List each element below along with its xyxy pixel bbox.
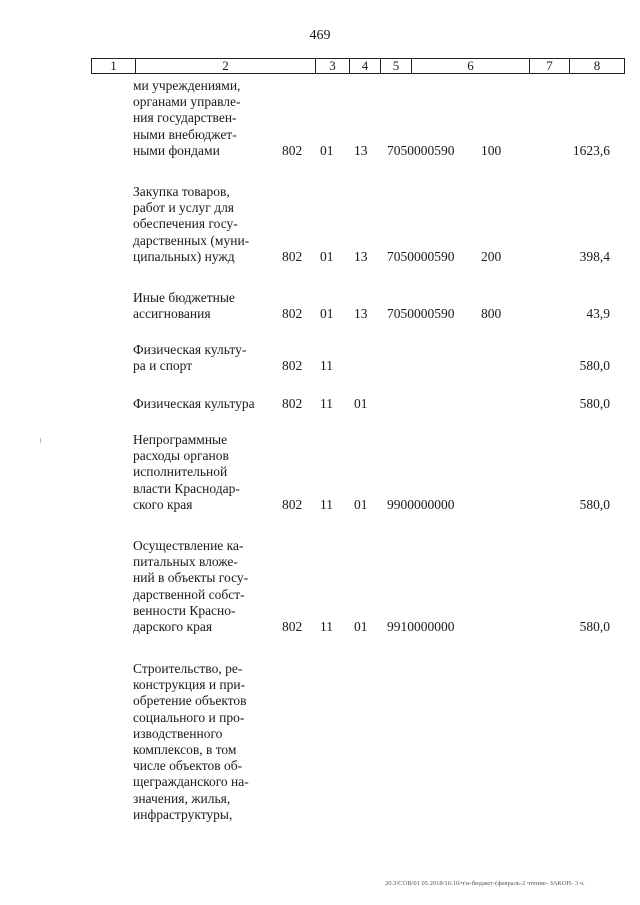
amount: 580,0 <box>579 619 610 634</box>
header-col-3: 3 <box>316 59 350 74</box>
section-code: 11 <box>320 358 333 374</box>
section-code: 11 <box>320 619 333 634</box>
header-col-5: 5 <box>381 59 412 74</box>
adm-code: 802 <box>282 396 303 411</box>
amount: 580,0 <box>579 396 610 411</box>
section-code: 01 <box>320 248 334 264</box>
description-line: ными фондами <box>133 142 220 158</box>
amount: 580,0 <box>579 358 610 374</box>
description-line: комплексов, в том <box>133 742 237 758</box>
description-line: значения, жилья, <box>133 790 231 806</box>
expense-type-code: 100 <box>481 142 502 158</box>
description-line: питальных вложе- <box>133 554 238 570</box>
target-code: 7050000590 <box>387 248 455 264</box>
row-description <box>133 184 269 265</box>
description-line: обеспечения госу- <box>133 216 238 232</box>
description-line: Физическая культура <box>133 396 255 411</box>
adm-code: 802 <box>282 248 303 264</box>
description-line: ний в объекты госу- <box>133 570 249 586</box>
subsection-code: 13 <box>354 142 368 158</box>
adm-code: 802 <box>282 619 303 634</box>
section-code: 11 <box>320 396 333 411</box>
description-line: венности Красно- <box>133 602 236 618</box>
section-code: 01 <box>320 306 334 322</box>
section-code: 01 <box>320 142 334 158</box>
description-line: инфраструктуры, <box>133 806 233 822</box>
subsection-code: 13 <box>354 248 368 264</box>
description-line: Строительство, ре- <box>133 661 243 676</box>
amount: 1623,6 <box>572 142 610 158</box>
column-number-header <box>91 58 625 74</box>
description-line: ми учреждениями, <box>133 78 241 93</box>
description-line: ассигнования <box>133 306 211 322</box>
target-code: 9900000000 <box>387 496 455 512</box>
subsection-code: 13 <box>354 306 368 322</box>
adm-code: 802 <box>282 142 303 158</box>
target-code: 7050000590 <box>387 142 455 158</box>
row-description <box>133 538 269 635</box>
header-col-7: 7 <box>530 59 570 74</box>
adm-code: 802 <box>282 306 303 322</box>
page-number: 469 <box>309 28 331 43</box>
adm-code: 802 <box>282 496 303 512</box>
row-description <box>133 661 269 823</box>
description-line: органами управле- <box>133 94 241 110</box>
description-line: ципальных) нужд <box>133 248 235 264</box>
row-description <box>133 342 269 374</box>
target-code: 9910000000 <box>387 619 455 634</box>
expense-type-code: 800 <box>481 306 502 322</box>
header-col-2: 2 <box>136 59 316 74</box>
description-line: дарского края <box>133 619 213 635</box>
description-line: власти Краснодар- <box>133 480 240 496</box>
description-line: социального и про- <box>133 709 245 725</box>
amount: 398,4 <box>579 248 610 264</box>
margin-mark <box>40 438 41 443</box>
header-col-1: 1 <box>92 59 136 74</box>
description-line: Закупка товаров, <box>133 184 230 199</box>
amount: 580,0 <box>579 496 610 512</box>
adm-code: 802 <box>282 358 303 374</box>
amount: 43,9 <box>586 306 610 322</box>
header-col-8: 8 <box>570 59 625 74</box>
description-line: ра и спорт <box>133 358 193 374</box>
description-line: конструкция и при- <box>133 677 246 693</box>
row-description <box>133 78 269 159</box>
description-line: Физическая культу- <box>133 342 247 357</box>
description-line: дарственных (муни- <box>133 232 250 248</box>
description-line: исполнительной <box>133 464 228 480</box>
header-col-6: 6 <box>412 59 530 74</box>
description-line: ными внебюджет- <box>133 126 237 142</box>
description-line: Осуществление ка- <box>133 538 244 553</box>
row-description <box>133 432 269 513</box>
subsection-code: 01 <box>354 619 368 634</box>
subsection-code: 01 <box>354 396 368 411</box>
description-line: ния государствен- <box>133 110 237 126</box>
description-line: расходы органов <box>133 448 229 464</box>
footer-stamp: 20.3/СОВ/01 05.2018/16:10/ч\н-бюджет-(февраль-2 чтение- ЗАКОН- 3 ч. <box>385 880 585 887</box>
description-line: обретение объектов <box>133 693 247 709</box>
description-line: ского края <box>133 496 193 512</box>
description-line: Иные бюджетные <box>133 290 235 305</box>
description-line: изводственного <box>133 725 223 741</box>
row-description <box>133 290 269 322</box>
row-description <box>133 396 269 412</box>
subsection-code: 01 <box>354 496 368 512</box>
description-line: дарственной собст- <box>133 586 245 602</box>
description-line: Непрограммные <box>133 432 228 447</box>
description-line: щегражданского на- <box>133 774 249 790</box>
description-line: работ и услуг для <box>133 200 235 216</box>
section-code: 11 <box>320 496 333 512</box>
expense-type-code: 200 <box>481 248 502 264</box>
header-col-4: 4 <box>350 59 381 74</box>
description-line: числе объектов об- <box>133 758 243 774</box>
target-code: 7050000590 <box>387 306 455 322</box>
